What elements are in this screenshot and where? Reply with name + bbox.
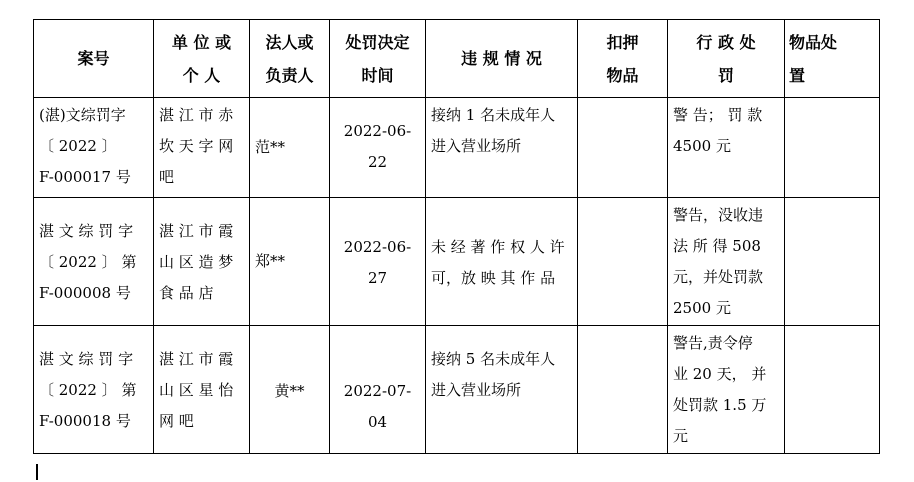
header-row [34,20,880,98]
penalty-table [33,19,880,454]
case-no-cell: 湛 文 综 罚 字 〔 2022 〕 第 F-000018 号 [34,326,154,454]
disposal-cell [785,98,880,198]
penalty-cell: 警 告； 罚 款 4500 元 [668,98,785,198]
unit-cell: 湛 江 市 霞 山 区 星 怡 网 吧 [154,326,250,454]
text-cursor [36,464,38,480]
decision-time-cell: 2022-06-27 [330,198,426,326]
unit-cell: 湛 江 市 赤 坎 天 字 网 吧 [154,98,250,198]
header-case-no: 案号 [34,20,154,98]
header-seized: 扣押 物品 [578,20,668,98]
violation-cell: 接纳 1 名未成年人 进入营业场所 [426,98,578,198]
header-legal: 法人或 负责人 [250,20,330,98]
table-row [34,198,880,326]
legal-cell: 范** [250,98,330,198]
header-decision-time: 处罚决定 时间 [330,20,426,98]
decision-time-cell: 2022-06-22 [330,98,426,198]
disposal-cell [785,198,880,326]
seized-cell [578,198,668,326]
seized-cell [578,98,668,198]
legal-cell: 黄** [250,326,330,454]
header-disposal: 物品处 置 [785,20,880,98]
seized-cell [578,326,668,454]
violation-cell: 未 经 著 作 权 人 许 可，放 映 其 作 品 [426,198,578,326]
table-row [34,98,880,198]
legal-cell: 郑** [250,198,330,326]
decision-time-cell: 2022-07-04 [330,326,426,454]
table-row [34,326,880,454]
penalty-cell: 警告，没收违 法 所 得 508 元，并处罚款 2500 元 [668,198,785,326]
violation-cell: 接纳 5 名未成年人 进入营业场所 [426,326,578,454]
header-violation: 违 规 情 况 [426,20,578,98]
header-penalty: 行 政 处 罚 [668,20,785,98]
penalty-cell: 警告,责令停 业 20 天， 并 处罚款 1.5 万 元 [668,326,785,454]
unit-cell: 湛 江 市 霞 山 区 造 梦 食 品 店 [154,198,250,326]
case-no-cell: 湛 文 综 罚 字 〔 2022 〕 第 F-000008 号 [34,198,154,326]
disposal-cell [785,326,880,454]
header-unit: 单 位 或 个 人 [154,20,250,98]
case-no-cell: (湛)文综罚字 〔 2022 〕 F-000017 号 [34,98,154,198]
